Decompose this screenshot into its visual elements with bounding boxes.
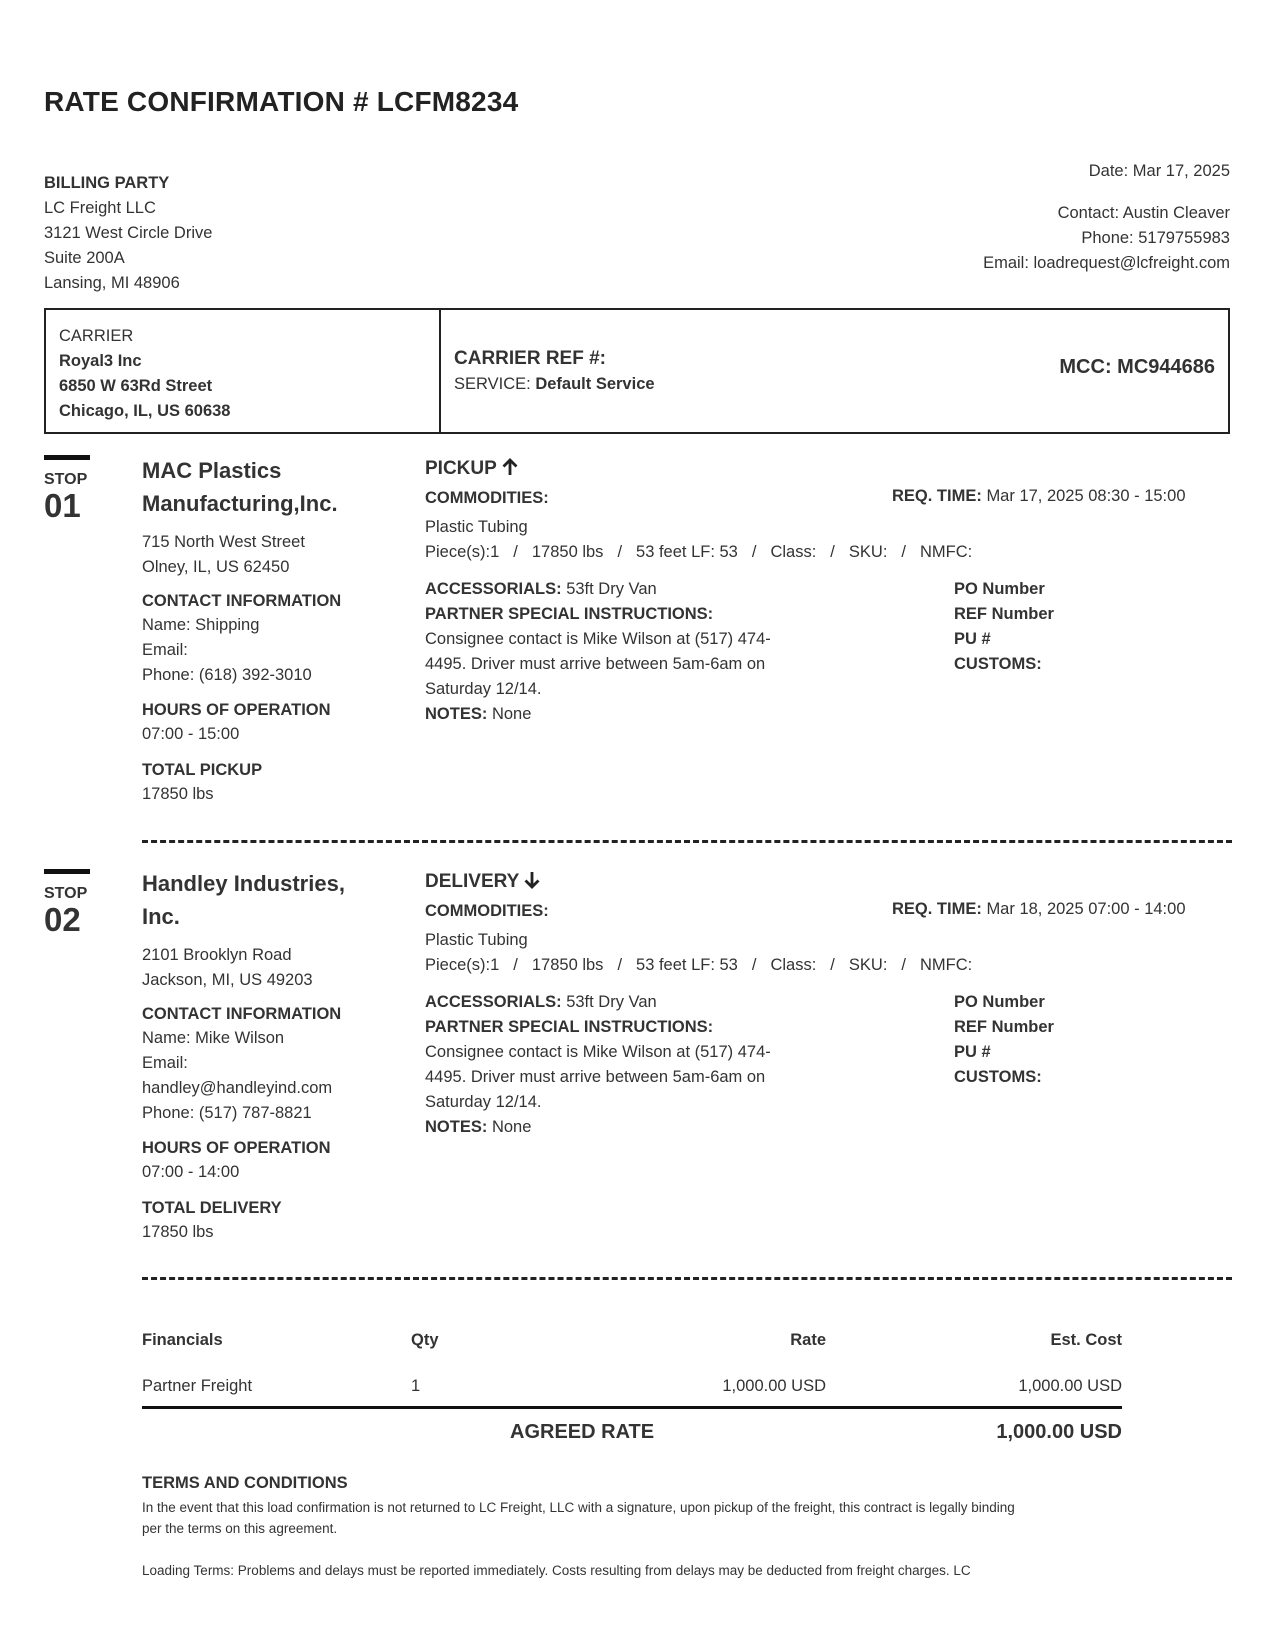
ref-number: REF Number (954, 1018, 1054, 1036)
stop-01-details (425, 456, 1225, 482)
psi-line2: 4495. Driver must arrive between 5am-6am on (425, 655, 766, 673)
separator: / (901, 543, 906, 561)
stop-01-location (142, 454, 402, 807)
carrier-details (46, 310, 441, 432)
stop-number: 02 (44, 901, 81, 938)
psi-label: PARTNER SPECIAL INSTRUCTIONS: (425, 1018, 714, 1036)
billing-address2: Suite 200A (44, 249, 125, 267)
billing-label: BILLING PARTY (44, 174, 170, 192)
stop-02-instructions (425, 990, 825, 1140)
stop-02-references (954, 990, 1054, 1090)
req-time-value: Mar 18, 2025 07:00 - 14:00 (986, 900, 1186, 918)
fin-row-rate: 1,000.00 USD (722, 1377, 826, 1395)
stop-contact-name: Name: Shipping (142, 616, 260, 634)
billing-name: LC Freight LLC (44, 199, 156, 217)
req-time-label: REQ. TIME: (892, 900, 982, 918)
fin-row-cost: 1,000.00 USD (1018, 1377, 1122, 1395)
contact-header: CONTACT INFORMATION (142, 592, 342, 610)
total-value: 17850 lbs (142, 785, 214, 803)
stop-marker-01 (44, 455, 90, 523)
stop-02-location (142, 867, 402, 1245)
terms-paragraph-2: Loading Terms: Problems and delays must be reported immediately. Costs resulting from delays may be deducted from freight charges. LC (142, 1563, 971, 1578)
psi-label: PARTNER SPECIAL INSTRUCTIONS: (425, 605, 714, 623)
service-value: Default Service (535, 375, 655, 393)
stop-type-title (425, 456, 1225, 482)
customs: CUSTOMS: (954, 655, 1042, 673)
psi-line2: 4495. Driver must arrive between 5am-6am on (425, 1068, 766, 1086)
notes-value: None (491, 705, 532, 723)
terms-line: per the terms on this agreement. (142, 1521, 338, 1536)
pu-number: PU # (954, 1043, 991, 1061)
separator: / (513, 956, 518, 974)
company-name-line1: Handley Industries, (142, 871, 345, 896)
psi-line1: Consignee contact is Mike Wilson at (517) 474- (425, 1043, 771, 1061)
separator: / (751, 956, 757, 974)
accessorials-value: 53ft Dry Van (566, 580, 657, 598)
stop-type-title (425, 869, 1225, 895)
financials-rule (142, 1406, 1122, 1409)
carrier-name: Royal3 Inc (59, 352, 142, 370)
ref-number: REF Number (954, 605, 1054, 623)
po-number: PO Number (954, 993, 1045, 1011)
stop-contact-name: Name: Mike Wilson (142, 1029, 285, 1047)
stop-address2: Olney, IL, US 62450 (142, 558, 290, 576)
fin-row-item: Partner Freight (142, 1377, 253, 1395)
cost-header: Est. Cost (1050, 1331, 1122, 1349)
carrier-box (44, 308, 1230, 434)
carrier-city: Chicago, IL, US 60638 (59, 402, 231, 420)
commodity-details (425, 540, 972, 565)
psi-line3: Saturday 12/14. (425, 680, 542, 698)
contact-email: Email: loadrequest@lcfreight.com (983, 254, 1230, 272)
billing-city: Lansing, MI 48906 (44, 274, 180, 292)
length: 53 feet LF: 53 (636, 956, 738, 974)
service-line (454, 372, 655, 397)
sku: SKU: (848, 543, 888, 561)
arrow-up-icon (501, 458, 519, 476)
stop-marker-02 (44, 869, 90, 937)
stop-address1: 715 North West Street (142, 533, 305, 551)
separator: / (513, 543, 518, 561)
fin-row-qty: 1 (411, 1377, 421, 1395)
billing-address1: 3121 West Circle Drive (44, 224, 213, 242)
stop-word: STOP (44, 885, 88, 902)
separator: / (617, 543, 623, 561)
financials-header: Financials (142, 1331, 223, 1349)
commodities-label: COMMODITIES: (425, 489, 549, 507)
stop-address2: Jackson, MI, US 49203 (142, 971, 313, 989)
customs: CUSTOMS: (954, 1068, 1042, 1086)
stop-address1: 2101 Brooklyn Road (142, 946, 292, 964)
arrow-down-icon (523, 871, 541, 889)
separator: / (751, 543, 757, 561)
contact-name: Contact: Austin Cleaver (1057, 204, 1230, 222)
stop-contact-email: Email: (142, 1054, 188, 1072)
company-name-line2: Inc. (142, 904, 180, 929)
weight: 17850 lbs (531, 956, 604, 974)
separator: / (617, 956, 623, 974)
stop-contact-phone: Phone: (618) 392-3010 (142, 666, 312, 684)
class: Class: (770, 956, 817, 974)
sku: SKU: (848, 956, 888, 974)
req-time-label: REQ. TIME: (892, 487, 982, 505)
carrier-ref (454, 346, 655, 397)
stop-type-label: PICKUP (425, 458, 497, 479)
hours-value: 07:00 - 15:00 (142, 725, 240, 743)
stop-word: STOP (44, 471, 88, 488)
carrier-street: 6850 W 63Rd Street (59, 377, 213, 395)
accessorials-label: ACCESSORIALS: (425, 993, 562, 1011)
company-name-line1: MAC Plastics (142, 458, 282, 483)
req-time (892, 897, 1186, 922)
terms-paragraph-1 (142, 1497, 1122, 1539)
psi-line3: Saturday 12/14. (425, 1093, 542, 1111)
contact-phone: Phone: 5179755983 (1081, 229, 1230, 247)
req-time-value: Mar 17, 2025 08:30 - 15:00 (986, 487, 1186, 505)
billing-party (44, 171, 212, 296)
pieces: Piece(s):1 (425, 956, 500, 974)
terms-heading: TERMS AND CONDITIONS (142, 1474, 348, 1492)
commodities-label: COMMODITIES: (425, 902, 549, 920)
nmfc: NMFC: (920, 543, 973, 561)
total-header: TOTAL PICKUP (142, 761, 263, 779)
req-time (892, 484, 1186, 509)
stop-contact-email: Email: (142, 641, 188, 659)
stop-divider (142, 1277, 1232, 1280)
mcc-number: MCC: MC944686 (1059, 356, 1215, 378)
stop-bar (44, 869, 90, 874)
terms-line: In the event that this load confirmation is not returned to LC Freight, LLC with a signature, upon pickup of the freight, this contract is legally binding (142, 1500, 1015, 1515)
stop-01-instructions (425, 577, 825, 727)
weight: 17850 lbs (531, 543, 604, 561)
agreed-rate-label: AGREED RATE (510, 1421, 655, 1443)
stop-contact-phone: Phone: (517) 787-8821 (142, 1104, 312, 1122)
qty-header: Qty (411, 1331, 439, 1349)
carrier-ref-label: CARRIER REF #: (454, 348, 607, 369)
stop-contact-email-value: handley@handleyind.com (142, 1079, 333, 1097)
class: Class: (770, 543, 817, 561)
psi-line1: Consignee contact is Mike Wilson at (517) 474- (425, 630, 771, 648)
notes-value: None (491, 1118, 532, 1136)
service-label: SERVICE: (454, 375, 531, 393)
rate-header: Rate (790, 1331, 826, 1349)
agreed-rate-value: 1,000.00 USD (996, 1421, 1122, 1443)
stop-bar (44, 455, 90, 460)
notes-label: NOTES: (425, 1118, 488, 1136)
company-name-line2: Manufacturing,Inc. (142, 491, 338, 516)
stop-divider (142, 840, 1232, 843)
hours-value: 07:00 - 14:00 (142, 1163, 240, 1181)
total-value: 17850 lbs (142, 1223, 214, 1241)
commodity-name: Plastic Tubing (425, 931, 528, 949)
pu-number: PU # (954, 630, 991, 648)
separator: / (830, 543, 835, 561)
carrier-label: CARRIER (59, 327, 134, 345)
contact-header: CONTACT INFORMATION (142, 1005, 342, 1023)
nmfc: NMFC: (920, 956, 973, 974)
stop-number: 01 (44, 487, 81, 524)
total-header: TOTAL DELIVERY (142, 1199, 282, 1217)
doc-date: Date: Mar 17, 2025 (1088, 162, 1230, 180)
commodity-name: Plastic Tubing (425, 518, 528, 536)
pieces: Piece(s):1 (425, 543, 500, 561)
hours-header: HOURS OF OPERATION (142, 701, 331, 719)
stop-01-references (954, 577, 1054, 677)
commodity-details (425, 953, 972, 978)
contact-info (983, 159, 1230, 276)
notes-label: NOTES: (425, 705, 488, 723)
page-title: RATE CONFIRMATION # LCFM8234 (44, 86, 519, 117)
separator: / (901, 956, 906, 974)
separator: / (830, 956, 835, 974)
length: 53 feet LF: 53 (636, 543, 738, 561)
stop-02-details (425, 869, 1225, 895)
accessorials-value: 53ft Dry Van (566, 993, 657, 1011)
stop-type-label: DELIVERY (425, 871, 520, 892)
hours-header: HOURS OF OPERATION (142, 1139, 331, 1157)
po-number: PO Number (954, 580, 1045, 598)
accessorials-label: ACCESSORIALS: (425, 580, 562, 598)
